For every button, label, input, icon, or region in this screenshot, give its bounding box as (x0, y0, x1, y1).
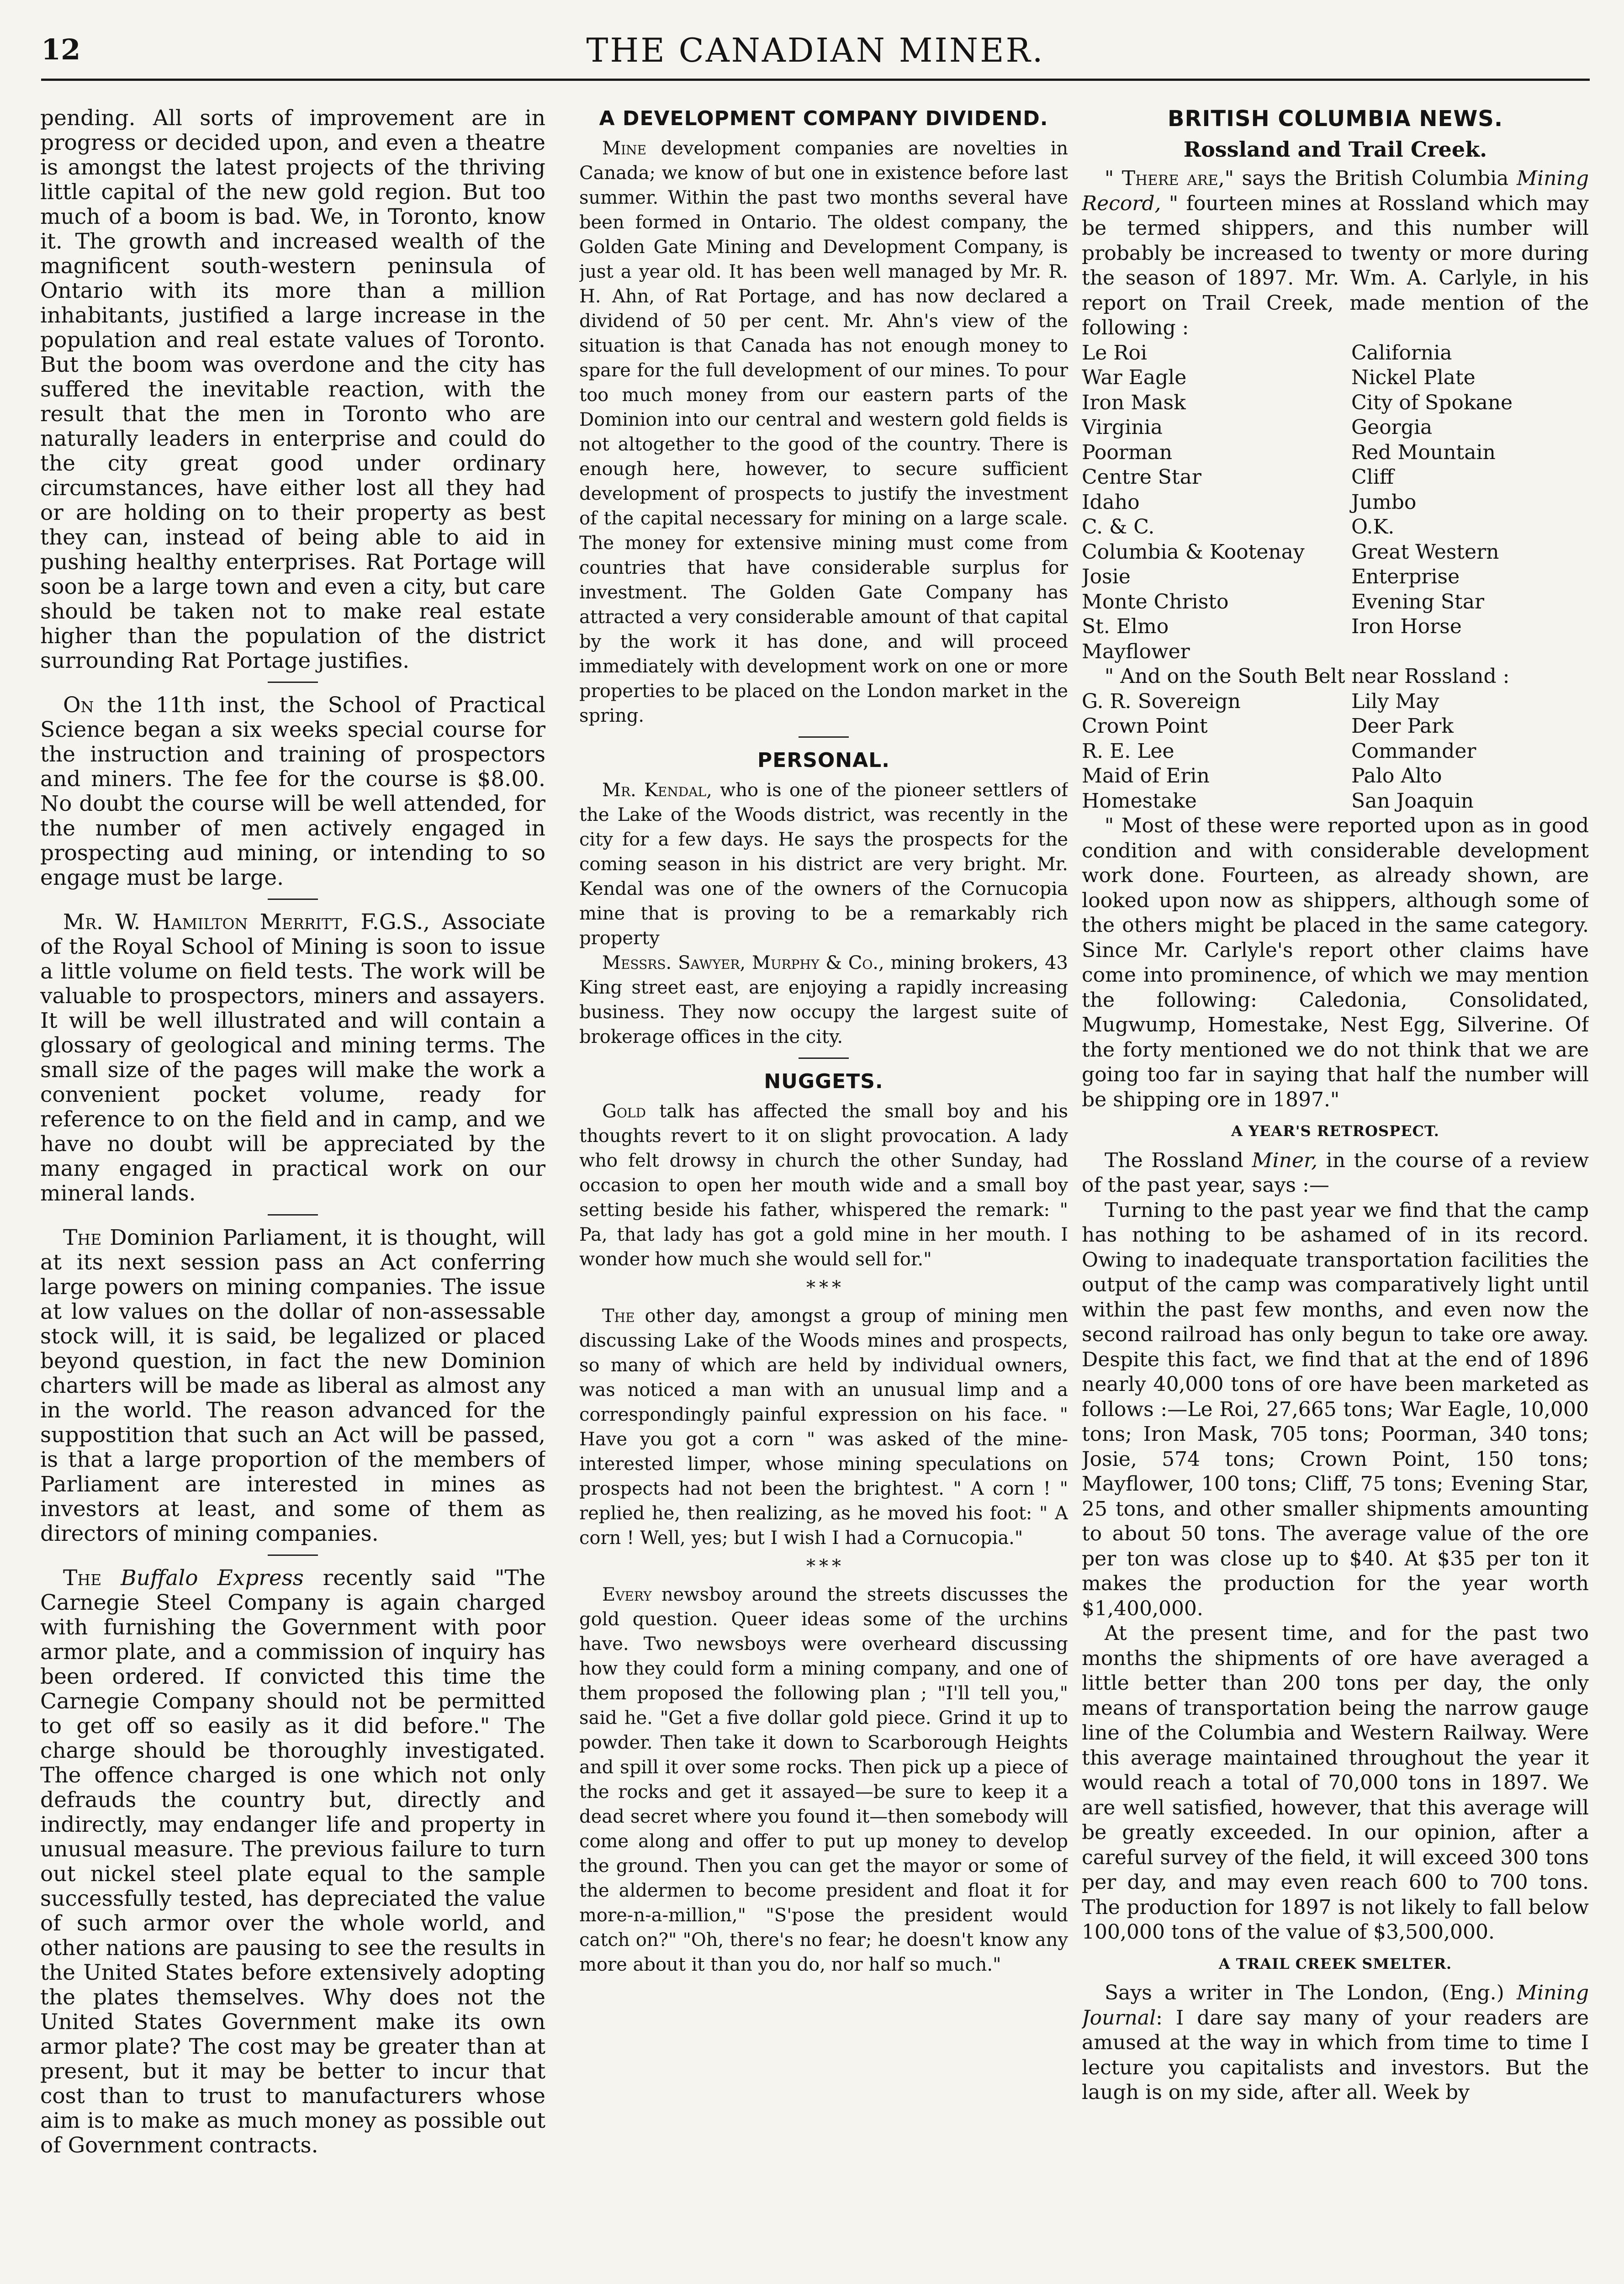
publication-name: Mining Record, (1082, 167, 1589, 215)
lead-words: On (63, 693, 94, 718)
mine-name: Evening Star (1351, 590, 1485, 613)
mine-name: Red Mountain (1351, 440, 1496, 464)
mine-name: Enterprise (1351, 565, 1460, 588)
lead-words: Every (602, 1584, 652, 1605)
mine-name: C. & C. (1082, 515, 1155, 539)
divider (268, 1214, 318, 1216)
mine-name: California (1351, 341, 1452, 365)
paragraph-text: Says a writer in The London, (Eng.) (1105, 1981, 1517, 2004)
article-paragraph (40, 693, 545, 890)
paragraph-text: : I dare say many of your readers are amused at the way in which from time to time I lecture you capitalists and investors. But the laugh is on my side, after all. Week by (1082, 2006, 1589, 2104)
divider (799, 1057, 849, 1059)
mine-name: Iron Horse (1351, 615, 1462, 638)
mine-name: Iron Mask (1082, 391, 1186, 414)
paragraph-text: in the course of a review of the past year, says :— (1082, 1148, 1589, 1197)
paragraph-text: other day, amongst a group of mining men discussing Lake of the Woods mines and prospects, so many of which are held by individual owners, was noticed a man with an unusual limp and a correspondingly painful expression on his face. " Have you got a corn " was asked of the mine-interested limper, whose mining speculations on prospects had not been the brightest. " A corn ! " replied he, then realizing, as he moved his foot: " A corn ! Well, yes; but I wish I had a Cornucopia." (579, 1306, 1068, 1549)
mine-name: Poorman (1082, 440, 1173, 464)
mine-list (1082, 341, 1589, 665)
lead-words: Messrs. Sawyer, Murphy & Co., (602, 952, 884, 973)
paragraph-text: the 11th inst, the School of Practical Science began a six weeks special course for the instruction and training of prospectors and miners. The fee for the course is $8.00. No doubt the course will be well attended, for the number of men actively engaged in prospecting aud mining, or intending to so engage must be large. (40, 693, 545, 890)
paragraph-text: development companies are novelties in Canada; we know of but one in existence before last summer. Within the past two months several have been formed in Ontario. The oldest company, the Golden Gate Mining and Development Company, is just a year old. It has been well managed by Mr. R. H. Ahn, of Rat Portage, and has now declared a dividend of 50 per cent. Mr. Ahn's view of the situation is that Canada has not enough money to spare for the full development of our mines. To pour too much money from our eastern parts of the Dominion into our central and western gold fields is not altogether to the good of the country. There is enough here, however, to secure sufficient development of prospects to justify the investment of the capital necessary for mining on a large scale. The money for extensive mining must come from countries that have considerable surplus for investment. The Golden Gate Company has attracted a very considerable amount of that capital by the work it has done, and will proceed immediately with development work on one or more properties to be placed on the London market in the spring. (579, 138, 1068, 726)
article-paragraph (579, 778, 1068, 951)
divider (799, 736, 849, 738)
paragraph-text: F.G.S., Associate of the Royal School of Mining is soon to issue a little volume on field tests. The work will be valuable to prospectors, miners and assayers. It will be well illustrated and will contain a glossary of geological and mining terms. The small size of the pages will make the work a convenient pocket volume, ready for reference to on the field and in camp, and we have no doubt will be appreciated by the many engaged in practical work on our mineral lands. (40, 909, 545, 1206)
article-paragraph (579, 951, 1068, 1049)
mine-name: Homestake (1082, 789, 1197, 813)
article-paragraph (579, 136, 1068, 728)
mine-name: Great Western (1351, 540, 1499, 564)
mine-name: Maid of Erin (1082, 764, 1210, 788)
section-heading-bc-news: BRITISH COLUMBIA NEWS. (1167, 106, 1503, 132)
mine-name: Columbia & Kootenay (1082, 540, 1305, 564)
mine-name: Le Roi (1082, 341, 1147, 365)
asterism: * * * (806, 1277, 841, 1298)
mine-name: Idaho (1082, 490, 1140, 514)
paragraph-text: recently said "The Carnegie Steel Company is again charged with furnishing the Government with poor armor plate, and a commission of inquiry has been ordered. If convicted this time the Carnegie Company should not be permitted to get off so easily as it did before." The charge should be thoroughly investigated. The offence charged is one which not only defrauds the country but, directly and indirectly, may endanger life and property in unusual measure. The previous failure to turn out nickel steel plate equal to the sample successfully tested, has depreciated the value of such armor over the whole world, and other nations are pausing to see the results in the United States before extensively adopting the plates themselves. Why does not the United States Government make its own armor plate? The cost may be greater than at present, but it may be better to incur that cost than to trust to manufacturers whose aim is to make as much money as possible out of Government contracts. (40, 1565, 545, 2158)
article-paragraph (579, 1582, 1068, 1977)
section-heading-personal: PERSONAL. (757, 749, 890, 772)
article-paragraph (40, 910, 545, 1206)
subheading-retrospect: A YEAR'S RETROSPECT. (1231, 1122, 1439, 1140)
mine-name: Cliff (1351, 465, 1394, 489)
divider (268, 1554, 318, 1556)
divider (268, 899, 318, 900)
mine-name: Josie (1082, 565, 1131, 588)
mine-name: Monte Christo (1082, 590, 1229, 613)
lead-words: " There are," (1105, 167, 1234, 190)
publication-name: Miner, (1252, 1148, 1318, 1172)
asterism: * * * (806, 1556, 841, 1577)
mine-name (1351, 640, 1589, 665)
paragraph-text: newsboy around the streets discusses the gold question. Queer ideas some of the urchins have. Two newsboys were overheard discussing how they could form a mining company, and one of them proposed the following plan ; "I'll tell you," said he. "Get a five dollar gold piece. Grind it up to powder. Then take it down to Scarborough Heights and spill it over some rocks. Then pick up a piece of the rocks and get it assayed—be sure to keep it a dead secret where you found it—then somebody will come along and offer to put up money to develop the ground. Then you can get the mayor or some of the aldermen to become president and float it for more-n-a-million," "S'pose the president would catch on?" "Oh, there's no fear; he doesn't know any more about it than you do, nor half so much." (579, 1584, 1068, 1975)
subheading-rossland: Rossland and Trail Creek. (1183, 137, 1487, 162)
mine-name: Jumbo (1351, 490, 1417, 514)
article-paragraph: " Most of these were reported upon as in good condition and with considerable development work done. Fourteen, as already shown, are looked upon now as shippers, although some of the others might be placed in the same category. Since Mr. Carlyle's report other claims have come into prominence, of which we may mention the following: Caledonia, Consolidated, Mugwump, Homestake, Nest Egg, Silverine. Of the forty mentioned we do not think that we are going too far in saying that half the number will be shipping ore in 1897." (1082, 814, 1589, 1111)
article-paragraph (1082, 1148, 1589, 1198)
article-paragraph: " And on the South Belt near Rossland : (1105, 665, 1510, 688)
publication-name: Buffalo Express (121, 1565, 304, 1591)
article-paragraph (40, 1566, 545, 2158)
article-paragraph (1082, 166, 1589, 341)
article-paragraph (579, 1304, 1068, 1550)
mine-name: Lily May (1351, 689, 1439, 713)
article-paragraph: Turning to the past year we find that the camp has nothing to be ashamed of in its record. Owing to inadequate transportation facilities the output of the camp was comparatively light until within the past few months, and even now the second railroad has only begun to take ore away. Despite this fact, we find that at the end of 1896 nearly 40,000 tons of ore have been marketed as follows :—Le Roi, 27,665 tons; War Eagle, 10,000 tons; Iron Mask, 705 tons; Poorman, 340 tons; Josie, 574 tons; Crown Point, 150 tons; Mayflower, 100 tons; Cliff, 75 tons; Evening Star, 25 tons, and other smaller shipments amounting to about 50 tons. The average value of the ore per ton was close up to $40. At $35 per ton it makes the production for the year worth $1,400,000. (1082, 1198, 1589, 1620)
paragraph-text: who is one of the pioneer settlers of the Lake of the Woods district, was recently in the city for a few days. He says the prospects for the coming season in his district are very bright. Mr. Kendal was one of the owners of the Cornucopia mine that is proving to be a remarkably rich property (579, 780, 1068, 949)
masthead: THE CANADIAN MINER. (586, 31, 1045, 69)
mine-name: R. E. Lee (1082, 739, 1174, 763)
mine-name: City of Spokane (1351, 391, 1513, 414)
mine-name: Georgia (1351, 416, 1433, 439)
mine-name: Palo Alto (1351, 764, 1442, 788)
mine-name: Virginia (1082, 416, 1163, 439)
paragraph-text: " fourteen mines at Rossland which may be termed shippers, and this number will probably be increased to twenty or more during the season of 1897. Mr. Wm. A. Carlyle, in his report on Trail Creek, made mention of the following : (1082, 191, 1589, 339)
lead-words: The (63, 1225, 102, 1250)
page-number: 12 (41, 33, 81, 66)
article-paragraph: At the present time, and for the past two months the shipments of ore have averaged a little better than 200 tons per day, the only means of transportation being the narrow gauge line of the Columbia and Western Railway. Were this average maintained throughout the year it would reach a total of 70,000 tons in 1897. We are well satisfied, however, that this average will be greatly exceeded. In our opinion, after a careful survey of the field, it will exceed 300 tons per day, and may even reach 600 to 700 tons. The production for 1897 is not likely to fall below 100,000 tons of the value of $3,500,000. (1082, 1622, 1589, 1944)
mine-name: Deer Park (1351, 714, 1454, 738)
publication-name: Mining Journal (1082, 1981, 1589, 2030)
mine-name: Mayflower (1082, 640, 1190, 663)
south-belt-mine-list (1082, 689, 1589, 814)
mine-name: War Eagle (1082, 366, 1187, 389)
paragraph-text: mining brokers, 43 King street east, are enjoying a rapidly increasing business. They now occupy the largest suite of brokerage offices in the city. (579, 952, 1068, 1047)
paragraph-text: The Rossland (1105, 1148, 1252, 1172)
article-paragraph: pending. All sorts of improvement are in progress or decided upon, and even a theatre is amongst the latest projects of the thriving little capital of the new gold region. But too much of a boom is bad. We, in Toronto, know it. The growth and increased wealth of the magnificent south-western peninsula of Ontario with its more than a million inhabitants, justified a large increase in the population and real estate values of Toronto. But the boom was overdone and the city has suffered the inevitable reaction, with the result that the men in Toronto who are naturally leaders in enterprise and could do the city great good under ordinary circumstances, have either lost all they had or are holding on to their property as best they can, instead of being able to aid in pushing healthy enterprises. Rat Portage will soon be a large town and even a city, but care should be taken not to make real estate higher than the population of the district surrounding Rat Portage justifies. (40, 106, 545, 673)
column-right (1082, 106, 1589, 2253)
section-heading-dividend: A DEVELOPMENT COMPANY DIVIDEND. (599, 107, 1048, 130)
lead-words: Mine (602, 138, 646, 159)
paragraph-text: says the British Columbia (1233, 167, 1517, 190)
mine-name: St. Elmo (1082, 615, 1169, 638)
subheading-smelter: A TRAIL CREEK SMELTER. (1218, 1955, 1452, 1972)
lead-words: Mr. Kendal, (602, 780, 712, 801)
page-header (41, 28, 1590, 81)
article-paragraph (579, 1099, 1068, 1272)
article-paragraph (1082, 1981, 1589, 2105)
mine-name: Nickel Plate (1351, 366, 1476, 389)
mine-name: San Joaquin (1351, 789, 1474, 813)
lead-words: Gold (602, 1101, 646, 1122)
section-heading-nuggets: NUGGETS. (764, 1070, 883, 1093)
lead-words: The (63, 1565, 102, 1591)
article-paragraph (40, 1226, 545, 1546)
paragraph-text: Dominion Parliament, it is thought, will at its next session pass an Act conferring large powers on mining companies. The issue at low values on the dollar of non-assessable stock will, it is said, be legalized or placed beyond question, in fact the new Dominion charters will be made as liberal as almost any in the world. The reason advanced for the suppostition that such an Act will be passed, is that a large proportion of the members of Parliament are interested in mines as investors at least, and some of them as directors of mining companies. (40, 1225, 545, 1546)
lead-words: Mr. W. Hamilton Merritt, (63, 909, 349, 935)
mine-name: O.K. (1351, 515, 1395, 539)
paragraph-text: talk has affected the small boy and his thoughts revert to it on slight provocation. A lady who felt drowsy in church the other Sunday, had occasion to open her mouth wide and a small boy setting beside his father, whispered the remark: " Pa, that lady has got a gold mine in her mouth. I wonder how much she would sell for." (579, 1101, 1068, 1270)
mine-name: Commander (1351, 739, 1476, 763)
mine-name: G. R. Sovereign (1082, 689, 1241, 713)
divider (268, 682, 318, 683)
lead-words: The (602, 1306, 635, 1327)
mine-name: Centre Star (1082, 465, 1201, 489)
column-middle (579, 106, 1068, 2253)
column-left (40, 106, 545, 2253)
mine-name: Crown Point (1082, 714, 1208, 738)
